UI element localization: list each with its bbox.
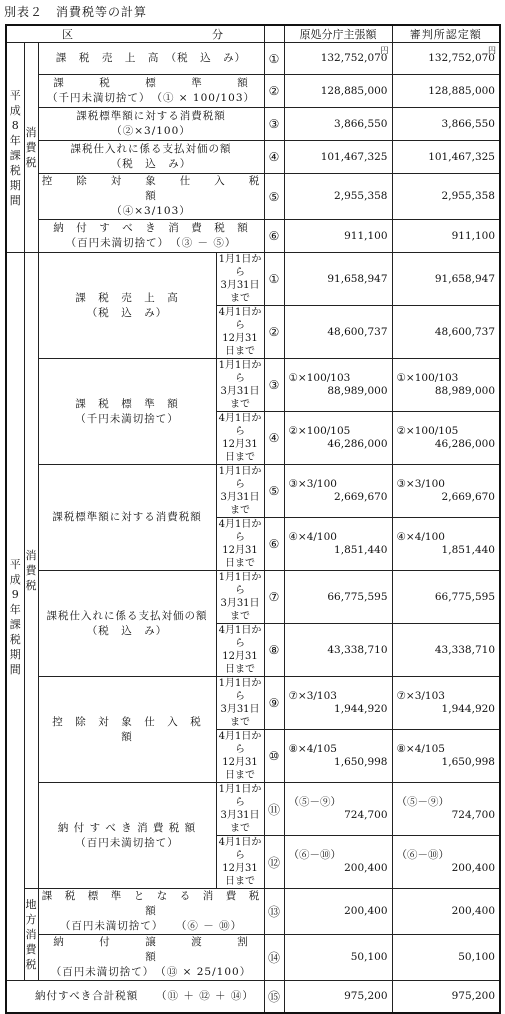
amount-value: 724,700 xyxy=(451,809,495,821)
tribunal-amount xyxy=(392,836,500,889)
h9-row xyxy=(6,359,500,412)
h8-row xyxy=(6,174,500,220)
row-number: ② xyxy=(264,75,284,108)
tribunal-amount xyxy=(392,677,500,730)
claimed-amount xyxy=(284,306,392,359)
tribunal-amount xyxy=(392,220,500,253)
period-range xyxy=(216,253,264,306)
period-end: 12月31日まで xyxy=(222,439,258,463)
h9-row xyxy=(6,783,500,836)
period-range xyxy=(216,836,264,889)
tribunal-amount xyxy=(392,253,500,306)
tribunal-amount xyxy=(392,465,500,518)
amount-value: 1,851,440 xyxy=(334,544,388,556)
period-start: 4月1日から xyxy=(218,625,262,649)
item-label: 課 税 売 上 高 xyxy=(75,291,179,304)
period-start: 1月1日から xyxy=(218,572,262,596)
tribunal-amount xyxy=(392,518,500,571)
row-number: ① xyxy=(264,253,284,306)
claimed-amount xyxy=(284,220,392,253)
h9-tax-label-char: 費 xyxy=(25,564,37,577)
row-number: ⑨ xyxy=(264,677,284,730)
amount-value: 43,338,710 xyxy=(327,643,388,656)
formula: ⑧×4/105 xyxy=(288,743,337,755)
period-end: 3月31日まで xyxy=(220,386,260,410)
h9-period-label-char: 税 xyxy=(9,632,21,646)
amount-value: 101,467,325 xyxy=(320,150,388,163)
amount-value: 88,989,000 xyxy=(434,385,495,397)
claimed-amount xyxy=(284,518,392,571)
amount-value: 724,700 xyxy=(344,809,388,821)
h8-period-label-char: 課 xyxy=(9,148,21,162)
h8-period-label-char: 年 xyxy=(9,133,21,147)
row-number: ⑬ xyxy=(264,889,284,935)
h9-item xyxy=(38,359,216,465)
formula: ②×100/105 xyxy=(288,425,351,437)
amount-value: 48,600,737 xyxy=(434,325,495,338)
period-end: 3月31日まで xyxy=(220,810,260,834)
header-tribunal-amount: 審判所認定額 xyxy=(392,25,500,43)
period-range xyxy=(216,624,264,677)
period-end: 3月31日まで xyxy=(220,598,260,622)
amount-value: 1,944,920 xyxy=(334,703,388,715)
tribunal-amount xyxy=(392,108,500,141)
header-claimed-amount: 原処分庁主張額 xyxy=(284,25,392,43)
amount-value: 46,286,000 xyxy=(434,438,495,450)
claimed-amount xyxy=(284,981,392,1013)
h8-row xyxy=(6,108,500,141)
claimed-amount xyxy=(284,889,392,935)
local-tax-label-char: 税 xyxy=(25,958,37,971)
period-start: 1月1日から xyxy=(218,254,262,278)
amount-value: 128,885,000 xyxy=(320,84,388,97)
amount-value: 101,467,325 xyxy=(428,150,495,163)
item-sublabel: （税 込 み） xyxy=(110,158,192,170)
item-label: 課 税 標 準 額 xyxy=(53,77,249,89)
h9-row xyxy=(6,253,500,306)
item-sublabel: （千円未満切捨て） xyxy=(75,412,179,425)
h8-item xyxy=(38,43,264,75)
formula: ④×4/100 xyxy=(288,531,337,543)
amount-value: 3,866,550 xyxy=(334,117,388,130)
claimed-amount xyxy=(284,174,392,220)
period-end: 12月31日まで xyxy=(222,545,258,569)
h8-item xyxy=(38,108,264,141)
period-range xyxy=(216,359,264,412)
claimed-amount xyxy=(284,465,392,518)
period-range xyxy=(216,412,264,465)
h8-item xyxy=(38,141,264,174)
amount-value: 1,851,440 xyxy=(441,544,495,556)
item-sublabel: （②×3/100） xyxy=(111,125,191,137)
h9-item xyxy=(38,253,216,359)
h8-period-label-char: 8 xyxy=(11,118,19,132)
local-tax-label-char: 費 xyxy=(25,943,37,956)
header-kubun-right: 分 xyxy=(212,28,223,41)
formula: ②×100/105 xyxy=(396,425,459,437)
period-start: 4月1日から xyxy=(218,413,262,437)
item-sublabel: （千円未満切捨て） （① × 100/103） xyxy=(46,92,256,104)
tribunal-amount xyxy=(392,306,500,359)
claimed-amount xyxy=(284,108,392,141)
row-number: ⑧ xyxy=(264,624,284,677)
tribunal-amount xyxy=(392,981,500,1013)
item-label: 課税仕入れに係る支払対価の額 xyxy=(46,609,208,622)
row-number: ⑮ xyxy=(264,981,284,1013)
formula: ③×3/100 xyxy=(396,478,445,490)
amount-value: 200,400 xyxy=(344,862,388,874)
amount-value: 50,100 xyxy=(458,951,495,963)
tribunal-amount xyxy=(392,624,500,677)
claimed-amount xyxy=(284,141,392,174)
item-label: 控 除 対 象 仕 入 税 額 xyxy=(41,175,284,202)
amount-value: 132,752,070 xyxy=(320,52,388,64)
row-number: ⑥ xyxy=(264,220,284,253)
h9-period-label-char: 年 xyxy=(9,602,21,616)
item-sublabel: （百円未満切捨て） （⑬ × 25/100） xyxy=(50,966,252,978)
claimed-amount xyxy=(284,43,392,75)
h8-item xyxy=(38,174,284,220)
local-tax-label-char: 方 xyxy=(25,913,37,926)
amount-value: 3,866,550 xyxy=(441,117,495,130)
period-start: 4月1日から xyxy=(218,519,262,543)
period-range xyxy=(216,518,264,571)
h9-period-label-char: 9 xyxy=(11,587,19,601)
h8-row xyxy=(6,220,500,253)
row-number: ④ xyxy=(264,141,284,174)
claimed-amount xyxy=(284,412,392,465)
amount-value: 128,885,000 xyxy=(428,84,495,97)
row-number: ② xyxy=(264,306,284,359)
claimed-amount xyxy=(284,253,392,306)
amount-value: 975,200 xyxy=(451,989,495,1002)
h8-tax-label-char: 消 xyxy=(25,126,37,139)
period-end: 3月31日まで xyxy=(220,280,260,304)
tribunal-amount xyxy=(392,783,500,836)
local-tax-row xyxy=(6,889,500,935)
item-label: 課税標準額に対する消費税額 xyxy=(76,110,226,122)
period-start: 1月1日から xyxy=(218,360,262,384)
tribunal-amount xyxy=(392,75,500,108)
local-tax-label xyxy=(24,889,38,981)
claimed-amount xyxy=(284,836,392,889)
item-label: 課 税 売 上 高 （税 込 み） xyxy=(55,52,247,64)
period-end: 3月31日まで xyxy=(220,492,260,516)
unit-label: 円 xyxy=(488,46,496,55)
period-end: 12月31日まで xyxy=(222,757,258,781)
row-number: ⑫ xyxy=(264,836,284,889)
tribunal-amount xyxy=(392,730,500,783)
h8-row xyxy=(6,141,500,174)
amount-value: 88,989,000 xyxy=(327,385,388,397)
item-label: 納 付 す べ き 消 費 税 額 xyxy=(57,821,197,834)
h9-tax-label-char: 消 xyxy=(25,549,37,562)
header-kubun-left: 区 xyxy=(62,28,73,41)
h8-period-label-char: 平 xyxy=(9,88,21,102)
tribunal-amount xyxy=(392,174,500,220)
local-tax-label-char: 地 xyxy=(25,898,37,911)
h9-period-label xyxy=(6,253,24,981)
formula: ⑦×3/103 xyxy=(288,690,337,702)
row-number: ⑤ xyxy=(264,174,284,220)
local-tax-item xyxy=(38,889,272,935)
amount-value: 200,400 xyxy=(451,905,495,917)
amount-value: 911,100 xyxy=(451,229,495,242)
local-tax-row xyxy=(6,935,500,981)
row-number: ⑦ xyxy=(264,571,284,624)
item-label: 課税標準額に対する消費税額 xyxy=(52,511,202,523)
unit-label: 円 xyxy=(380,46,389,55)
h8-period-label-char: 成 xyxy=(9,103,21,117)
formula: ⑧×4/105 xyxy=(396,743,445,755)
row-number: ⑥ xyxy=(264,518,284,571)
period-end: 12月31日まで xyxy=(222,333,258,357)
total-row xyxy=(6,981,500,1013)
formula: ⑦×3/103 xyxy=(396,690,445,702)
period-start: 1月1日から xyxy=(218,466,262,490)
h8-period-label-char: 間 xyxy=(9,193,21,207)
local-tax-label-char: 消 xyxy=(25,928,37,941)
period-end: 12月31日まで xyxy=(222,863,258,887)
row-number: ⑤ xyxy=(264,465,284,518)
claimed-amount xyxy=(284,359,392,412)
amount-value: 91,658,947 xyxy=(327,272,388,285)
formula: （⑥－⑩） xyxy=(288,849,341,861)
amount-value: 66,775,595 xyxy=(434,590,495,603)
h8-row xyxy=(6,43,500,75)
h9-tax-label-char: 税 xyxy=(25,579,37,592)
item-sublabel: （税 込 み） xyxy=(86,624,168,637)
amount-value: 2,669,670 xyxy=(334,491,388,503)
period-start: 1月1日から xyxy=(218,784,262,808)
period-start: 4月1日から xyxy=(218,731,262,755)
item-label: 課 税 標 準 額 xyxy=(75,397,179,410)
h8-item xyxy=(38,75,264,108)
h8-tax-label-char: 税 xyxy=(25,156,37,169)
period-end: 12月31日まで xyxy=(222,651,258,675)
item-sublabel: （税 込 み） xyxy=(86,306,168,319)
period-end: 3月31日まで xyxy=(220,704,260,728)
h8-period-label xyxy=(6,43,24,253)
h8-tax-label xyxy=(24,43,38,253)
formula: ④×4/100 xyxy=(396,531,445,543)
tribunal-amount xyxy=(392,359,500,412)
period-range xyxy=(216,571,264,624)
header-kubun xyxy=(6,25,264,43)
amount-value: 43,338,710 xyxy=(434,643,495,656)
amount-value: 975,200 xyxy=(344,989,388,1002)
h9-period-label-char: 平 xyxy=(9,557,21,571)
h8-period-label-char: 税 xyxy=(9,163,21,177)
row-number: ③ xyxy=(264,108,284,141)
h8-item xyxy=(38,220,264,253)
row-number: ⑪ xyxy=(264,783,284,836)
formula: （⑤－⑨） xyxy=(288,796,341,808)
period-start: 4月1日から xyxy=(218,837,262,861)
item-sublabel: （百円未満切捨て） （③ － ⑤） xyxy=(65,237,237,249)
item-label: 控 除 対 象 仕 入 税 額 xyxy=(52,715,214,743)
header-blank xyxy=(264,25,284,43)
item-label: 納 付 譲 渡 割 額 xyxy=(53,936,284,963)
amount-value: 2,955,358 xyxy=(441,190,495,202)
h9-period-label-char: 課 xyxy=(9,617,21,631)
amount-value: 1,650,998 xyxy=(334,756,388,768)
formula: （⑥－⑩） xyxy=(396,849,449,861)
tribunal-amount xyxy=(392,412,500,465)
h9-period-label-char: 間 xyxy=(9,662,21,676)
h9-row xyxy=(6,677,500,730)
amount-value: 2,955,358 xyxy=(334,190,388,202)
item-label: 課 税 標 準 と な る 消 費 税 額 xyxy=(41,890,272,917)
formula: ①×100/103 xyxy=(288,372,351,384)
amount-value: 66,775,595 xyxy=(327,590,388,603)
item-sublabel: （④×3/103） xyxy=(111,205,191,217)
period-range xyxy=(216,306,264,359)
formula: ③×3/100 xyxy=(288,478,337,490)
item-label: 課税仕入れに係る支払対価の額 xyxy=(70,143,232,155)
tribunal-amount xyxy=(392,141,500,174)
total-label: 納付すべき合計税額 （⑪ ＋ ⑫ ＋ ⑭） xyxy=(6,981,264,1013)
tribunal-amount xyxy=(392,571,500,624)
period-range xyxy=(216,465,264,518)
amount-value: 200,400 xyxy=(344,905,388,917)
amount-value: 2,669,670 xyxy=(441,491,495,503)
claimed-amount xyxy=(284,935,392,981)
tribunal-amount xyxy=(392,43,500,75)
amount-value: 200,400 xyxy=(451,862,495,874)
claimed-amount xyxy=(284,624,392,677)
header-row xyxy=(6,25,500,43)
h8-row xyxy=(6,75,500,108)
h9-period-label-char: 成 xyxy=(9,572,21,586)
h9-item xyxy=(38,677,216,783)
item-sublabel: （百円未満切捨て） xyxy=(75,836,179,849)
claimed-amount xyxy=(284,783,392,836)
amount-value: 1,650,998 xyxy=(441,756,495,768)
h9-tax-label xyxy=(24,253,38,889)
claimed-amount xyxy=(284,730,392,783)
row-number: ① xyxy=(264,43,284,75)
h9-row xyxy=(6,465,500,518)
tax-calculation-table xyxy=(5,24,501,1014)
row-number: ⑭ xyxy=(264,935,284,981)
amount-value: 46,286,000 xyxy=(327,438,388,450)
item-label: 納 付 す べ き 消 費 税 額 xyxy=(53,222,249,234)
claimed-amount xyxy=(284,571,392,624)
h9-item xyxy=(38,465,216,571)
period-start: 4月1日から xyxy=(218,307,262,331)
period-range xyxy=(216,730,264,783)
row-number: ⑩ xyxy=(264,730,284,783)
amount-value: 48,600,737 xyxy=(327,325,388,338)
claimed-amount xyxy=(284,677,392,730)
h9-period-label-char: 期 xyxy=(9,647,21,661)
h8-period-label-char: 期 xyxy=(9,178,21,192)
row-number: ③ xyxy=(264,359,284,412)
h9-item xyxy=(38,571,216,677)
period-range xyxy=(216,677,264,730)
h8-tax-label-char: 費 xyxy=(25,141,37,154)
row-number: ④ xyxy=(264,412,284,465)
amount-value: 132,752,070 xyxy=(428,52,495,64)
tribunal-amount xyxy=(392,935,500,981)
document-title: 別表２ 消費税等の計算 xyxy=(4,5,148,19)
amount-value: 1,944,920 xyxy=(441,703,495,715)
period-range xyxy=(216,783,264,836)
item-sublabel: （百円未満切捨て） （⑥ － ⑩） xyxy=(59,920,243,932)
formula: （⑤－⑨） xyxy=(396,796,449,808)
claimed-amount xyxy=(284,75,392,108)
amount-value: 911,100 xyxy=(344,229,388,242)
amount-value: 91,658,947 xyxy=(434,272,495,285)
formula: ①×100/103 xyxy=(396,372,459,384)
period-start: 1月1日から xyxy=(218,678,262,702)
h9-row xyxy=(6,571,500,624)
h9-item xyxy=(38,783,216,889)
tribunal-amount xyxy=(392,889,500,935)
amount-value: 50,100 xyxy=(350,951,388,963)
